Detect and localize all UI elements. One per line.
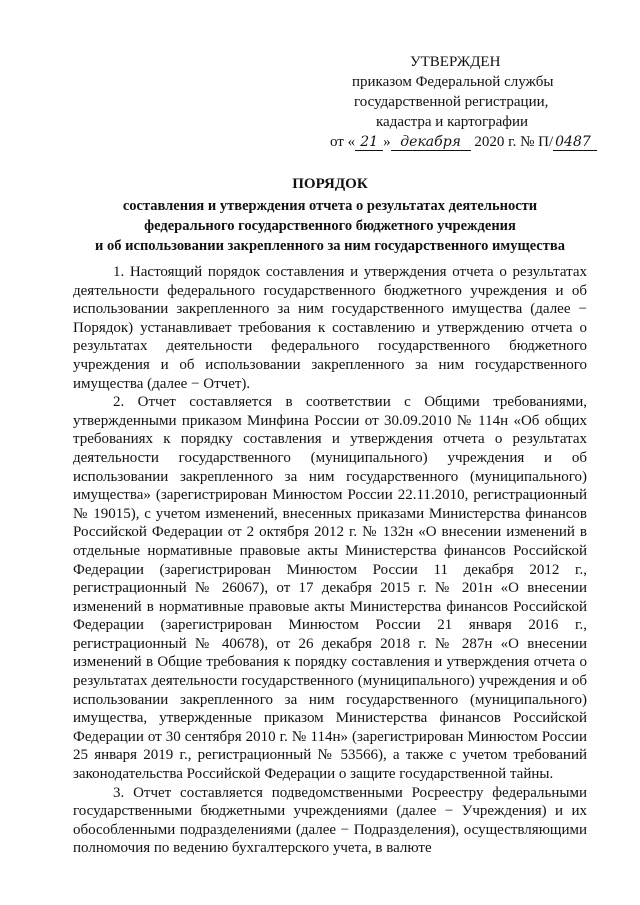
handwritten-month: декабря <box>391 134 471 151</box>
document-title: ПОРЯДОК <box>292 176 368 192</box>
paragraph-1: 1. Настоящий порядок составления и утверждения отчета о результатах деятельности федерального государственного бюджетного учреждения и об использовании закрепленного за ним государственного имущества (далее − Порядок) устанавливает требования к составлению и утверждению отчета о результатах деятельности федерального государственного бюджетного учреждения и об использовании закрепленного за ним государственного имущества (далее − Отчет). <box>73 264 587 392</box>
paragraph-2: 2. Отчет составляется в соответствии с Общими требованиями, утвержденными приказом Минфина России от 30.09.2010 № 114н «Об общих требованиях к порядку составления и утверждения отчета о результатах деятельности государственного (муниципального) учреждения и об использовании закрепленного за ним государственного (муниципального) имущества» (зарегистрирован Минюстом России 22.11.2010, регистрационный № 19015), с учетом изменений, внесенных приказами Министерства финансов Российской Федерации от 2 октября 2012 г. № 132н «О внесении изменений в отдельные нормативные правовые акты Министерства финансов Российской Федерации (зарегистрирован Минюстом России 11 декабря 2012 г., регистрационный № 26067), от 17 декабря 2015 г. № 201н «О внесении изменений в нормативные правовые акты Министерства финансов Российской Федерации (зарегистрирован Минюстом России 21 января 2016 г., регистрационный № 40678), от 26 декабря 2018 г. № 287н «О внесении изменений в Общие требования к порядку составления и утверждения отчета о результатах деятельности государственного (муниципального) учреждения и об использовании закрепленного за ним государственного (муниципального) имущества, утвержденные приказом Министерства финансов Российской Федерации от 30 сентября 2010 г. № 114н» (зарегистрирован Минюстом России 25 января 2019 г., регистрационный № 53566), а также с учетом требований законодательства Российской Федерации о защите государственной тайны. <box>73 394 587 783</box>
date-mid: » <box>383 134 391 150</box>
approval-line-1: приказом Федеральной службы <box>352 74 554 90</box>
handwritten-day: 21 <box>355 134 383 151</box>
document-subtitle-line-2: федерального государственного бюджетного учреждения <box>144 218 516 234</box>
document-subtitle-line-3: и об использовании закрепленного за ним государственного имущества <box>95 238 565 254</box>
approval-stamp-block <box>330 52 600 152</box>
date-prefix: от « <box>330 134 356 150</box>
approval-line-2: государственной регистрации, <box>354 94 549 110</box>
approval-line-3: кадастра и картографии <box>376 114 529 130</box>
handwritten-order-number: 0487 <box>553 134 597 151</box>
document-title-block <box>60 174 600 256</box>
approval-heading: УТВЕРЖДЕН <box>410 54 501 70</box>
date-year-part: 2020 г. № П/ <box>474 134 554 150</box>
approval-date-line <box>330 132 600 152</box>
document-body <box>73 263 587 858</box>
document-subtitle-line-1: составления и утверждения отчета о результатах деятельности <box>122 198 538 214</box>
paragraph-3: 3. Отчет составляется подведомственными Росреестру федеральными государственными бюджетными учреждениями (далее − Учреждения) и их обособленными подразделениями (далее − Подразделения), осуществляющими полномочия по ведению бухгалтерского учета, в валюте <box>73 784 587 857</box>
